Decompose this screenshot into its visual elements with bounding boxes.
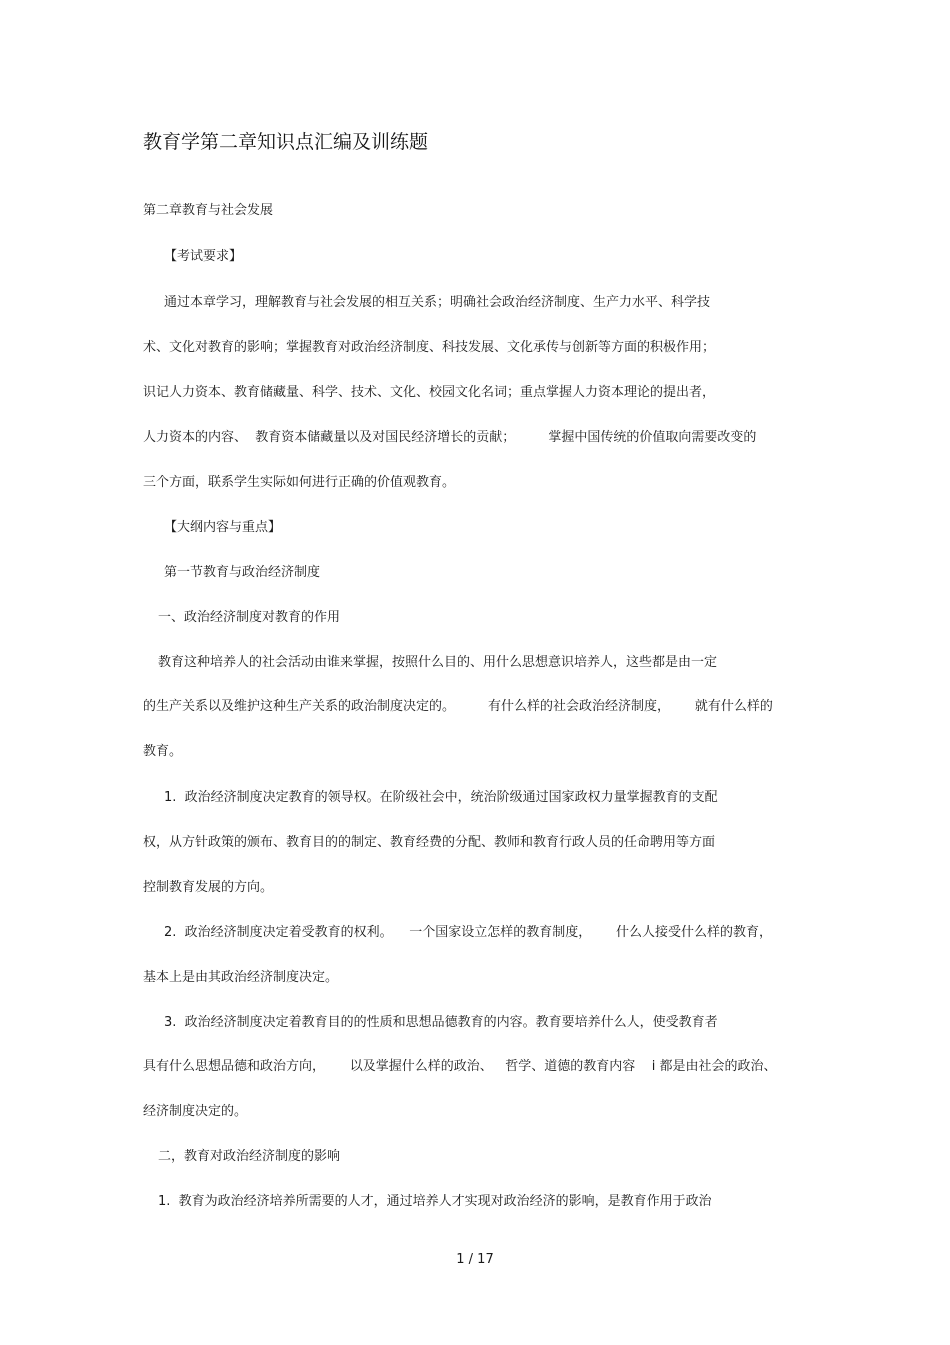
document-title: 教育学第二章知识点汇编及训练题 bbox=[143, 131, 429, 153]
paragraph-line: 权，从方针政策的颁布、教育目的的制定、教育经费的分配、教师和教育行政人员的任命聘用等方面 bbox=[143, 835, 716, 850]
paragraph-line: 人力资本的内容、 教育资本储藏量以及对国民经济增长的贡献； 掌握中国传统的价值取向需要改变的 bbox=[143, 430, 757, 445]
subsection-heading: 二，教育对政治经济制度的影响 bbox=[158, 1149, 341, 1164]
paragraph-line: 通过本章学习，理解教育与社会发展的相互关系；明确社会政治经济制度、生产力水平、科学技 bbox=[164, 295, 711, 310]
paragraph-line: 三个方面，联系学生实际如何进行正确的价值观教育。 bbox=[143, 475, 456, 490]
paragraph-line: 经济制度决定的。 bbox=[143, 1104, 248, 1119]
paragraph-line: 教育。 bbox=[143, 744, 183, 759]
list-item: 3. 政治经济制度决定着教育目的的性质和思想品德教育的内容。教育要培养什么人，使受教育者 bbox=[164, 1015, 718, 1030]
paragraph-line: 基本上是由其政治经济制度决定。 bbox=[143, 970, 339, 985]
paragraph-line: 教育这种培养人的社会活动由谁来掌握，按照什么目的、用什么思想意识培养人，这些都是由一定 bbox=[158, 655, 718, 670]
section-label-exam-requirements: 【考试要求】 bbox=[164, 249, 243, 264]
paragraph-line: 术、文化对教育的影响；掌握教育对政治经济制度、科技发展、文化承传与创新等方面的积极作用； bbox=[143, 340, 716, 355]
paragraph-line: 识记人力资本、教育储藏量、科学、技术、文化、校园文化名词；重点掌握人力资本理论的提出者， bbox=[143, 385, 716, 400]
chapter-heading: 第二章教育与社会发展 bbox=[143, 203, 274, 218]
paragraph-line: 控制教育发展的方向。 bbox=[143, 880, 274, 895]
subsection-heading: 一、政治经济制度对教育的作用 bbox=[158, 610, 341, 625]
list-item: 1. 教育为政治经济培养所需要的人才，通过培养人才实现对政治经济的影响，是教育作用于政治 bbox=[158, 1194, 712, 1209]
section-label-outline: 【大纲内容与重点】 bbox=[164, 520, 282, 535]
paragraph-line: 具有什么思想品德和政治方向， 以及掌握什么样的政治、 哲学、道德的教育内容 i 都是由社会的政治、 bbox=[143, 1059, 777, 1074]
list-item: 1. 政治经济制度决定教育的领导权。在阶级社会中，统治阶级通过国家政权力量掌握教育的支配 bbox=[164, 790, 718, 805]
page-number: 1 / 17 bbox=[456, 1252, 494, 1267]
paragraph-line: 的生产关系以及维护这种生产关系的政治制度决定的。 有什么样的社会政治经济制度， 就有什么样的 bbox=[143, 699, 773, 714]
section-heading: 第一节教育与政治经济制度 bbox=[164, 565, 321, 580]
list-item: 2. 政治经济制度决定着受教育的权利。 一个国家设立怎样的教育制度， 什么人接受什么样的教育， bbox=[164, 925, 772, 940]
